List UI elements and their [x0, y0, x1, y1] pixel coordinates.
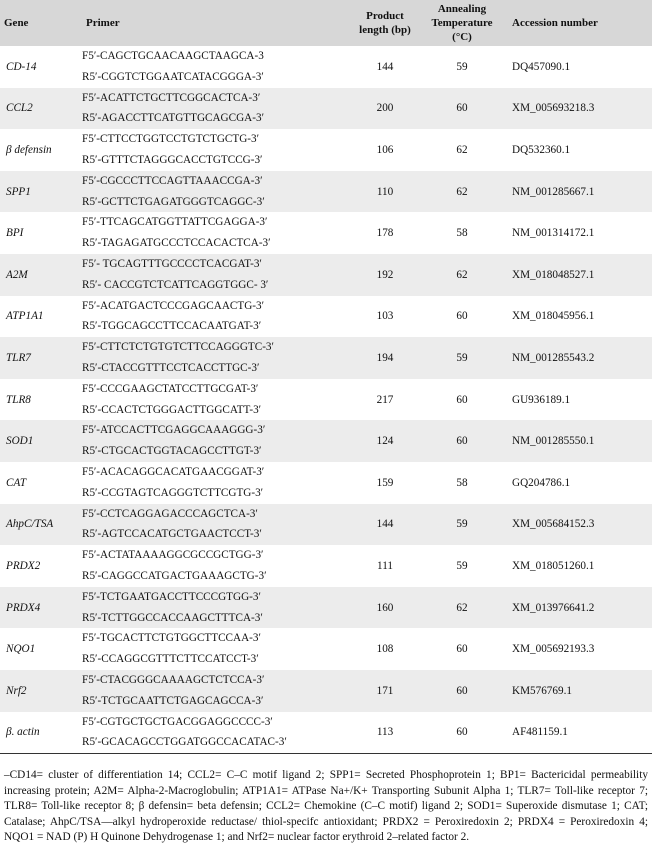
header-product-length-line1: Product: [366, 10, 404, 22]
table-row: [0, 504, 652, 546]
table-row: [0, 379, 652, 421]
product-length-cell: 124: [376, 435, 394, 448]
header-accession-number: Accession number: [512, 17, 598, 29]
reverse-primer: R5′-CCAGGCGTTTCTTCCATCCT-3′: [82, 653, 259, 666]
reverse-primer: R5′-CCACTCTGGGACTTGGCATT-3′: [82, 403, 262, 416]
product-length-cell: 160: [376, 601, 394, 614]
header-annealing-line1: Annealing: [437, 3, 487, 15]
table-row: [0, 420, 652, 462]
forward-primer: F5′-CTACGGGCAAAAGCTCTCCA-3′: [82, 673, 265, 686]
primer-cell: [82, 545, 354, 587]
forward-primer: F5′-CTTCTCTGTGTCTTCCAGGGTC-3′: [82, 341, 274, 354]
table-row: [0, 171, 652, 213]
primer-cell: [82, 587, 354, 629]
product-length-cell: 171: [376, 684, 394, 697]
gene-cell: CAT: [6, 476, 27, 489]
product-length-cell: 194: [376, 351, 394, 364]
primer-cell: [82, 88, 354, 130]
accession-number-cell: GQ204786.1: [512, 476, 571, 489]
table-row: [0, 212, 652, 254]
reverse-primer: R5′- CACCGTCTCATTCAGGTGGC- 3′: [82, 278, 269, 291]
table-row: [0, 337, 652, 379]
table-row: [0, 88, 652, 130]
primer-cell: [82, 504, 354, 546]
primer-cell: [82, 337, 354, 379]
gene-cell: PRDX2: [6, 559, 41, 572]
gene-cell: AhpC/TSA: [6, 518, 54, 531]
gene-cell: CCL2: [6, 102, 33, 115]
reverse-primer: R5′-TCTTGGCCACCAAGCTTTCA-3′: [82, 611, 263, 624]
product-length-cell: 144: [376, 60, 394, 73]
header-primer: Primer: [86, 17, 120, 29]
gene-cell: ATP1A1: [6, 310, 44, 323]
accession-number-cell: XM_013976641.2: [512, 601, 595, 614]
gene-cell: β defensin: [6, 143, 52, 156]
accession-number-cell: GU936189.1: [512, 393, 571, 406]
annealing-temperature-cell: 58: [456, 476, 468, 489]
header-annealing-line2: Temperature: [431, 17, 493, 29]
forward-primer: F5′-CTTCCTGGTCCTGTCTGCTG-3′: [82, 133, 260, 146]
reverse-primer: R5′-CGGTCTGGAATCATACGGGA-3′: [82, 70, 264, 83]
forward-primer: F5′-ATCCACTTCGAGGCAAAGGG-3′: [82, 424, 266, 437]
product-length-cell: 108: [376, 643, 394, 656]
primer-cell: [82, 420, 354, 462]
forward-primer: F5′-CAGCTGCAACAAGCTAAGCA-3: [82, 50, 264, 62]
primer-cell: [82, 628, 354, 670]
accession-number-cell: NM_001285543.2: [512, 351, 595, 364]
annealing-temperature-cell: 60: [456, 684, 468, 697]
table-row: [0, 462, 652, 504]
gene-cell: β. actin: [0, 712, 82, 754]
product-length-cell: 178: [376, 227, 394, 240]
header-annealing-line3: (°C): [452, 31, 472, 43]
accession-number-cell: NM_001285667.1: [512, 185, 595, 198]
product-length-cell: 110: [376, 185, 394, 198]
header-product-length: [354, 0, 416, 46]
primer-cell: [82, 462, 354, 504]
accession-number-cell: XM_018048527.1: [512, 268, 595, 281]
table-row: [0, 254, 652, 296]
forward-primer: F5′-CCTCAGGAGACCCAGCTCA-3′: [82, 507, 258, 520]
header-gene: Gene: [4, 17, 29, 29]
accession-number-cell: XM_018051260.1: [512, 559, 595, 572]
gene-cell: PRDX4: [6, 601, 41, 614]
table-row: [0, 46, 652, 88]
reverse-primer: R5′-CTACCGTTTCCTCACCTTGC-3′: [82, 361, 260, 374]
annealing-temperature-cell: 60: [456, 435, 468, 448]
gene-cell: NQO1: [6, 643, 36, 656]
reverse-primer: R5′-CCGTAGTCAGGGTCTTCGTG-3′: [82, 486, 264, 499]
annealing-temperature-cell: 60: [456, 102, 468, 115]
primer-cell: [82, 129, 354, 171]
forward-primer: F5′-TTCAGCATGGTTATTCGAGGA-3′: [82, 216, 268, 229]
primer-cell: [82, 712, 354, 754]
forward-primer: F5′-ACACAGGCACATGAACGGAT-3′: [82, 465, 265, 478]
reverse-primer: R5′-CAGGCCATGACTGAAAGCTG-3′: [82, 569, 267, 582]
annealing-temperature-cell: 62: [456, 185, 468, 198]
annealing-temperature-cell: 59: [456, 559, 468, 572]
table-row: [0, 670, 652, 712]
annealing-temperature-cell: 60: [456, 393, 468, 406]
accession-number-cell: DQ532360.1: [512, 143, 571, 156]
forward-primer: F5′-ACTATAAAAGGCGCCGCTGG-3′: [82, 549, 264, 562]
primer-cell: [82, 296, 354, 338]
forward-primer: F5′- TGCAGTTTGCCCCTCACGAT-3′: [82, 257, 262, 270]
primer-cell: [82, 254, 354, 296]
gene-cell: SOD1: [6, 435, 34, 448]
product-length-cell: 144: [376, 518, 394, 531]
accession-number-cell: XM_018045956.1: [512, 310, 595, 323]
annealing-temperature-cell: 59: [456, 60, 468, 73]
header-product-length-line2: length (bp): [359, 24, 411, 36]
annealing-temperature-cell: 62: [456, 268, 468, 281]
accession-number-cell: NM_001285550.1: [512, 435, 595, 448]
table-header-row: [0, 0, 652, 46]
primer-cell: [82, 46, 354, 88]
accession-number-cell: KM576769.1: [512, 684, 572, 697]
reverse-primer: R5′-TAGAGATGCCCTCCACACTCA-3′: [82, 237, 271, 250]
gene-cell: Nrf2: [6, 684, 27, 697]
reverse-primer: R5′-CTGCACTGGTACAGCCTTGT-3′: [82, 445, 262, 458]
product-length-cell: 217: [376, 393, 394, 406]
gene-cell: A2M: [6, 268, 28, 281]
forward-primer: F5′-ACATTCTGCTTCGGCACTCA-3′: [82, 91, 261, 104]
product-length-cell: 192: [376, 268, 394, 281]
header-annealing-temperature: [416, 0, 508, 46]
table-row: [0, 545, 652, 587]
gene-cell: SPP1: [6, 185, 31, 198]
forward-primer: F5′-ACATGACTCCCGAGCAACTG-3′: [82, 299, 265, 312]
accession-number-cell: XM_005684152.3: [512, 518, 595, 531]
gene-cell: TLR7: [6, 351, 31, 364]
table-row: [0, 628, 652, 670]
accession-number-cell: AF481159.1: [508, 712, 652, 754]
product-length-cell: 103: [376, 310, 394, 323]
accession-number-cell: XM_005692193.3: [512, 643, 595, 656]
reverse-primer: R5′-GCTTCTGAGATGGGTCAGGC-3′: [82, 195, 265, 208]
gene-cell: TLR8: [6, 393, 31, 406]
table-row: [0, 129, 652, 171]
primer-cell: [82, 379, 354, 421]
annealing-temperature-cell: 62: [456, 601, 468, 614]
annealing-temperature-cell: 58: [456, 227, 468, 240]
annealing-temperature-cell: 62: [456, 143, 468, 156]
primer-cell: [82, 212, 354, 254]
primer-cell: [82, 171, 354, 213]
annealing-temperature-cell: 59: [456, 518, 468, 531]
reverse-primer: R5′-TGGCAGCCTTCCACAATGAT-3′: [82, 320, 262, 333]
product-length-cell: 106: [376, 143, 394, 156]
product-length-cell: 159: [376, 476, 394, 489]
product-length-cell: 111: [377, 559, 393, 572]
annealing-temperature-cell: 60: [456, 310, 468, 323]
reverse-primer: R5′-TCTGCAATTCTGAGCAGCCA-3′: [82, 694, 264, 707]
forward-primer: F5′-CGCCCTTCCAGTTAAACCGA-3′: [82, 174, 263, 187]
table-row: [0, 587, 652, 629]
reverse-primer: R5′-AGTCCACATGCTGAACTCCT-3′: [82, 528, 262, 541]
table-footnote: –CD14= cluster of differentiation 14; CCL2= C–C motif ligand 2; SPP1= Secreted Phosphoprotein 1; BP1= Bactericidal permeability increasing protein; A2M= Alpha-2-Macroglobulin; ATP1A1= ATPase Na+/K+ Transporting Subunit Alpha 1; TLR7= Toll-like receptor 7; TLR8= Toll-like receptor 8; β defensin= beta defensin; CCL2= Chemokine (C–C motif) ligand 2; SOD1= Superoxide dismutase 1; CAT; Catalase; AhpC/TSA—alkyl hydroperoxide reductase/ thiol-specifc antioxidant; PRDX2 = Peroxiredoxin 2; PRDX4 = Peroxiredoxin 4; NQO1 = NAD (P) H Quinone Dehydrogenase 1; and Nrf2= nuclear factor erythroid 2–related factor 2.: [4, 769, 648, 844]
product-length-cell: 113: [354, 712, 416, 754]
product-length-cell: 200: [376, 102, 394, 115]
forward-primer: F5′-CCCGAAGCTATCCTTGCGAT-3′: [82, 382, 259, 395]
primer-cell: [82, 670, 354, 712]
table-body: [0, 46, 652, 754]
gene-cell: CD-14: [6, 60, 37, 73]
accession-number-cell: DQ457090.1: [512, 60, 571, 73]
annealing-temperature-cell: 60: [416, 712, 508, 754]
table-row: [0, 296, 652, 338]
accession-number-cell: XM_005693218.3: [512, 102, 595, 115]
gene-cell: BPI: [6, 227, 24, 240]
forward-primer: F5′-TGCACTTCTGTGGCTTCCAA-3′: [82, 632, 261, 645]
annealing-temperature-cell: 59: [456, 351, 468, 364]
table-row: [0, 712, 652, 754]
reverse-primer: R5′-AGACCTTCATGTTGCAGCGA-3′: [82, 112, 265, 125]
forward-primer: F5′-TCTGAATGACCTTCCCGTGG-3′: [82, 590, 261, 603]
reverse-primer: R5′-GCACAGCCTGGATGGCCACATAC-3′: [82, 736, 287, 749]
reverse-primer: R5′-GTTTCTAGGGCACCTGTCCG-3′: [82, 153, 263, 166]
accession-number-cell: NM_001314172.1: [512, 227, 595, 240]
forward-primer: F5′-CGTGCTGCTGACGGAGGCCCC-3′: [82, 715, 273, 728]
annealing-temperature-cell: 60: [456, 643, 468, 656]
